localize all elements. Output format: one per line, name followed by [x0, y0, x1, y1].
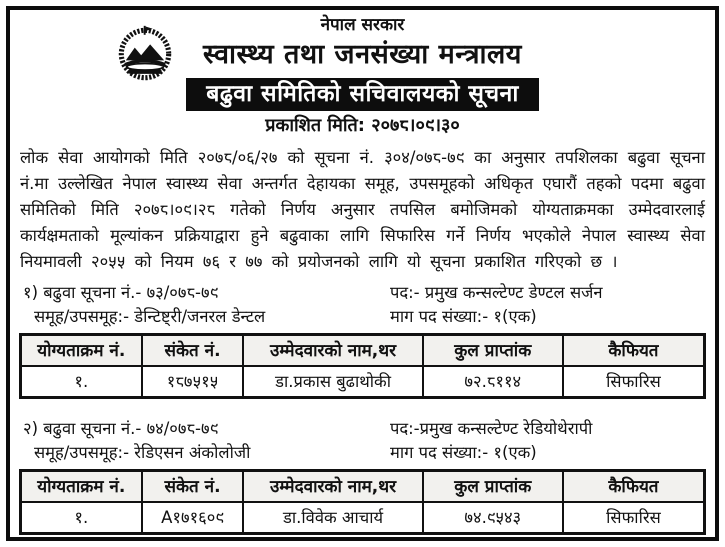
table-row	[21, 502, 705, 534]
government-title: नेपाल सरकार	[320, 15, 405, 35]
section-2-row-1	[19, 417, 706, 441]
section-2-vacancy: माग पद संख्या:- १(एक)	[389, 443, 537, 462]
table-header-row	[21, 471, 705, 503]
cell-candidate-name: डा.विवेक आचार्य	[243, 502, 422, 534]
header-candidate-name: उम्मेदवारको नाम,थर	[243, 471, 422, 503]
section-1-group: समूह/उपसमूह:- डेन्टिष्ट्री/जनरल डेन्टल	[34, 307, 266, 326]
section-1-notice-number: १) बढुवा सूचना नं.- ७३/०७८-७९	[23, 283, 219, 302]
header-merit-number: योग्यताक्रम नं.	[21, 335, 142, 367]
header-candidate-name: उम्मेदवारको नाम,थर	[243, 335, 422, 367]
header-total-score: कुल प्राप्तांक	[423, 335, 563, 367]
section-2-post: पद:-प्रमुख कन्सल्टेण्ट रेडियोथेरापी	[389, 419, 593, 438]
section-spacer	[19, 399, 706, 411]
header-merit-number: योग्यताक्रम नं.	[21, 471, 142, 503]
cell-code-number: A१७१६०९	[142, 502, 244, 534]
section-1-row-1	[19, 281, 706, 305]
header-code-number: संकेत नं.	[142, 471, 244, 503]
section-1-results-table	[19, 333, 706, 399]
section-2-row-2	[19, 441, 706, 465]
published-date: प्रकाशित मिति: २०७८।०९।३०	[265, 115, 460, 136]
page-border-frame	[6, 6, 719, 541]
cell-remarks: सिफारिस	[563, 502, 705, 534]
cell-total-score: ७२.८११४	[423, 366, 563, 398]
section-2-notice-number: २) बढुवा सूचना नं.- ७४/०७८-७९	[23, 419, 219, 438]
cell-total-score: ७४.९५४३	[423, 502, 563, 534]
header-remarks: कैफियत	[563, 471, 705, 503]
header-remarks: कैफियत	[563, 335, 705, 367]
cell-remarks: सिफारिस	[563, 366, 705, 398]
section-1-vacancy: माग पद संख्या:- १(एक)	[389, 307, 537, 326]
notice-body-paragraph: लोक सेवा आयोगको मिति २०७८/०६/२७ को सूचना नं. ३०४/०७८-७९ का अनुसार तपशिलका बढुवा सूचना नं.मा उल्लेखित नेपाल स्वास्थ्य सेवा अन्तर्गत देहायका समूह, उपसमूहको अधिकृत एघारौं तहको पदमा बढुवा समितिको मिति २०७८।०९।२८ गतेको निर्णय अनुसार तपसिल बमोजिमको योग्यताक्रमका उम्मेदवारलाई कार्यक्षमताको मूल्यांकन प्रक्रियाद्वारा हुने बढुवाका लागि सिफारिस गर्ने निर्णय भएकोले नेपाल स्वास्थ्य सेवा नियमावली २०५५ को नियम ७६ र ७७ को प्रयोजनको लागि यो सूचना प्रकाशित गरिएको छ ।	[20, 148, 705, 271]
section-1-post: पद:- प्रमुख कन्सल्टेण्ट डेण्टल सर्जन	[389, 283, 603, 302]
cell-code-number: १८७५१५	[142, 366, 244, 398]
section-2	[19, 417, 706, 535]
cell-merit-number: १.	[21, 366, 142, 398]
header-total-score: कुल प्राप्तांक	[423, 471, 563, 503]
ministry-title: स्वास्थ्य तथा जनसंख्या मन्त्रालय	[203, 39, 522, 70]
notice-banner: बढुवा समितिको सचिवालयको सूचना	[186, 78, 539, 111]
cell-candidate-name: डा.प्रकास बुढाथोकी	[243, 366, 422, 398]
header-code-number: संकेत नं.	[142, 335, 244, 367]
section-2-results-table	[19, 469, 706, 535]
cell-merit-number: १.	[21, 502, 142, 534]
section-1-row-2	[19, 305, 706, 329]
table-row	[21, 366, 705, 398]
nepal-emblem-icon	[111, 22, 179, 86]
document-header	[19, 10, 706, 138]
table-header-row	[21, 335, 705, 367]
section-2-group: समूह/उपसमूह:- रेडिएसन अंकोलोजी	[34, 443, 251, 462]
section-1	[19, 281, 706, 399]
